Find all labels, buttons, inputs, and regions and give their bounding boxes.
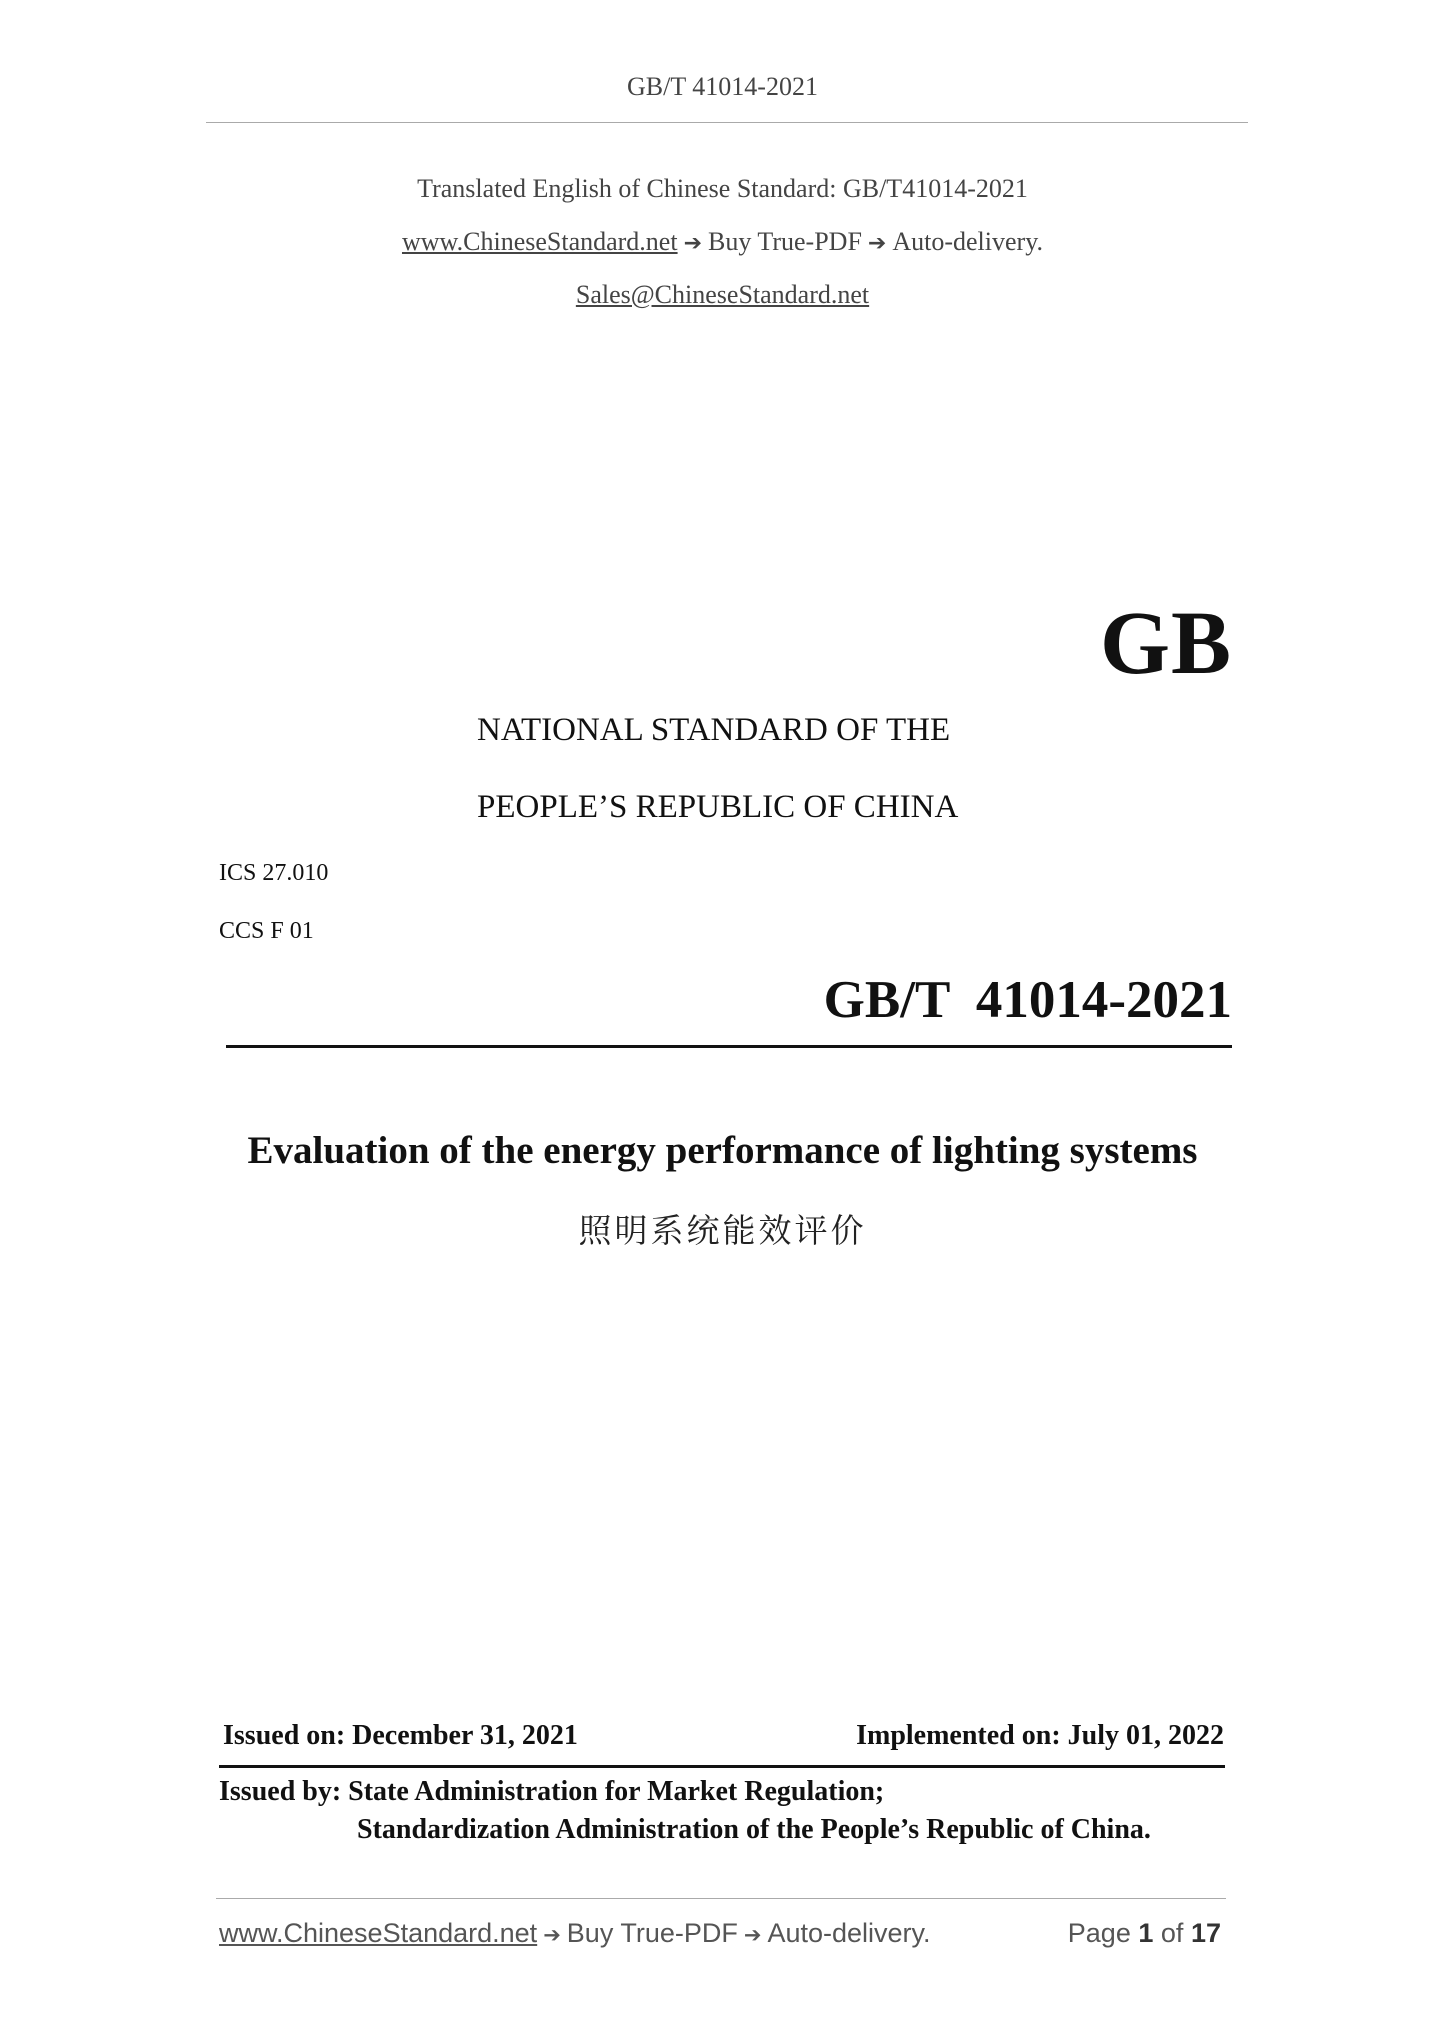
gb-mark: GB [1099,594,1232,693]
page-of: of [1160,1918,1184,1948]
site-link[interactable]: www.ChineseStandard.net [401,227,678,256]
ics-code: ICS 27.010 [219,860,329,886]
promo-purchase-line [0,227,1445,257]
issued-on: Issued on: December 31, 2021 [223,1720,578,1751]
header-divider [206,122,1248,123]
right-arrow-icon: ➔ [683,231,703,256]
ccs-code: CCS F 01 [219,918,314,944]
standard-code-rule [226,1045,1232,1048]
buy-label: Buy True-PDF [708,227,862,256]
delivery-label: Auto-delivery. [892,227,1044,256]
dates-rule [219,1765,1225,1768]
page-indicator [1068,1918,1221,1949]
email-link[interactable]: Sales@ChineseStandard.net [575,280,870,309]
footer-promo [219,1918,931,1949]
implemented-on: Implemented on: July 01, 2022 [856,1720,1224,1751]
page-total: 17 [1190,1918,1221,1948]
promo-email-line [0,280,1445,310]
right-arrow-icon: ➔ [543,1923,561,1947]
page-current: 1 [1138,1918,1154,1948]
national-standard-line1: NATIONAL STANDARD OF THE [477,712,951,748]
document-title-en: Evaluation of the energy performance of lighting systems [247,1129,1198,1172]
national-standard-line2: PEOPLE’S REPUBLIC OF CHINA [477,789,959,825]
running-header: GB/T 41014-2021 [627,72,818,101]
footer-site-link[interactable]: www.ChineseStandard.net [219,1918,538,1948]
standard-code: GB/T 41014-2021 [823,971,1232,1029]
promo-translation-line: Translated English of Chinese Standard: GB/T41014-2021 [417,174,1028,203]
footer-delivery-label: Auto-delivery. [767,1918,931,1948]
document-title-cn: 照明系统能效评价 [578,1211,867,1250]
page-label: Page [1067,1918,1131,1948]
right-arrow-icon: ➔ [867,231,887,256]
right-arrow-icon: ➔ [743,1923,762,1947]
footer-buy-label: Buy True-PDF [566,1918,738,1948]
issued-by-line1: Issued by: State Administration for Market Regulation; [219,1776,885,1807]
footer-divider [216,1898,1226,1899]
issued-by-line2: Standardization Administration of the People’s Republic of China. [357,1814,1151,1845]
